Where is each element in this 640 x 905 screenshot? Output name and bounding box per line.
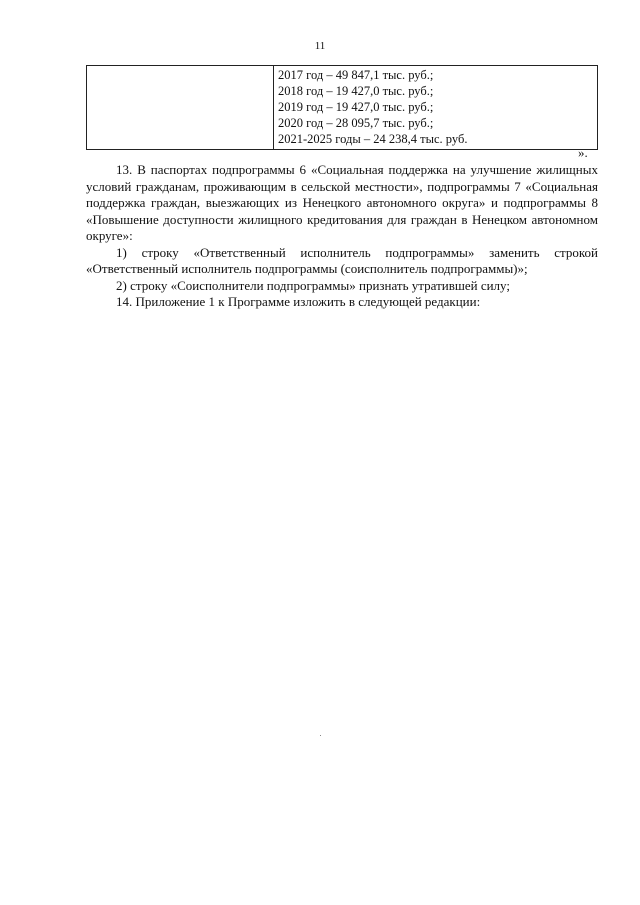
paragraph-subitem-1: 1) строку «Ответственный исполнитель подпрограммы» заменить строкой «Ответственный исполнитель подпрограммы (соисполнитель подпрограммы)»;	[86, 244, 598, 276]
funding-line-2018: 2018 год – 19 427,0 тыс. руб.;	[278, 84, 434, 98]
funding-line-2019: 2019 год – 19 427,0 тыс. руб.;	[278, 100, 434, 114]
closing-quote: ».	[578, 145, 588, 160]
funding-line-2020: 2020 год – 28 095,7 тыс. руб.;	[278, 116, 434, 130]
funding-cell	[274, 66, 598, 150]
funding-table	[86, 65, 598, 150]
document-body	[86, 162, 598, 311]
table-row	[87, 66, 598, 150]
paragraph-item-13: 13. В паспортах подпрограммы 6 «Социальная поддержка на улучшение жилищных условий гражданам, проживающим в сельской местности», подпрограммы 7 «Социальная поддержка граждан, выезжающих из Ненецкого автономного округа» и подпрограммы 8 «Повышение доступности жилищного кредитования для граждан в Ненецком автономном округе»:	[86, 162, 598, 243]
funding-line-2017: 2017 год – 49 847,1 тыс. руб.;	[278, 68, 434, 82]
paragraph-item-14: 14. Приложение 1 к Программе изложить в следующей редакции:	[116, 294, 481, 309]
page-number: 11	[314, 40, 326, 52]
paragraph-subitem-2: 2) строку «Соисполнители подпрограммы» признать утратившей силу;	[116, 277, 510, 293]
scan-dot	[320, 735, 321, 736]
funding-line-2021-2025: 2021-2025 годы – 24 238,4 тыс. руб.	[278, 132, 468, 146]
table-cell-empty	[87, 66, 274, 150]
